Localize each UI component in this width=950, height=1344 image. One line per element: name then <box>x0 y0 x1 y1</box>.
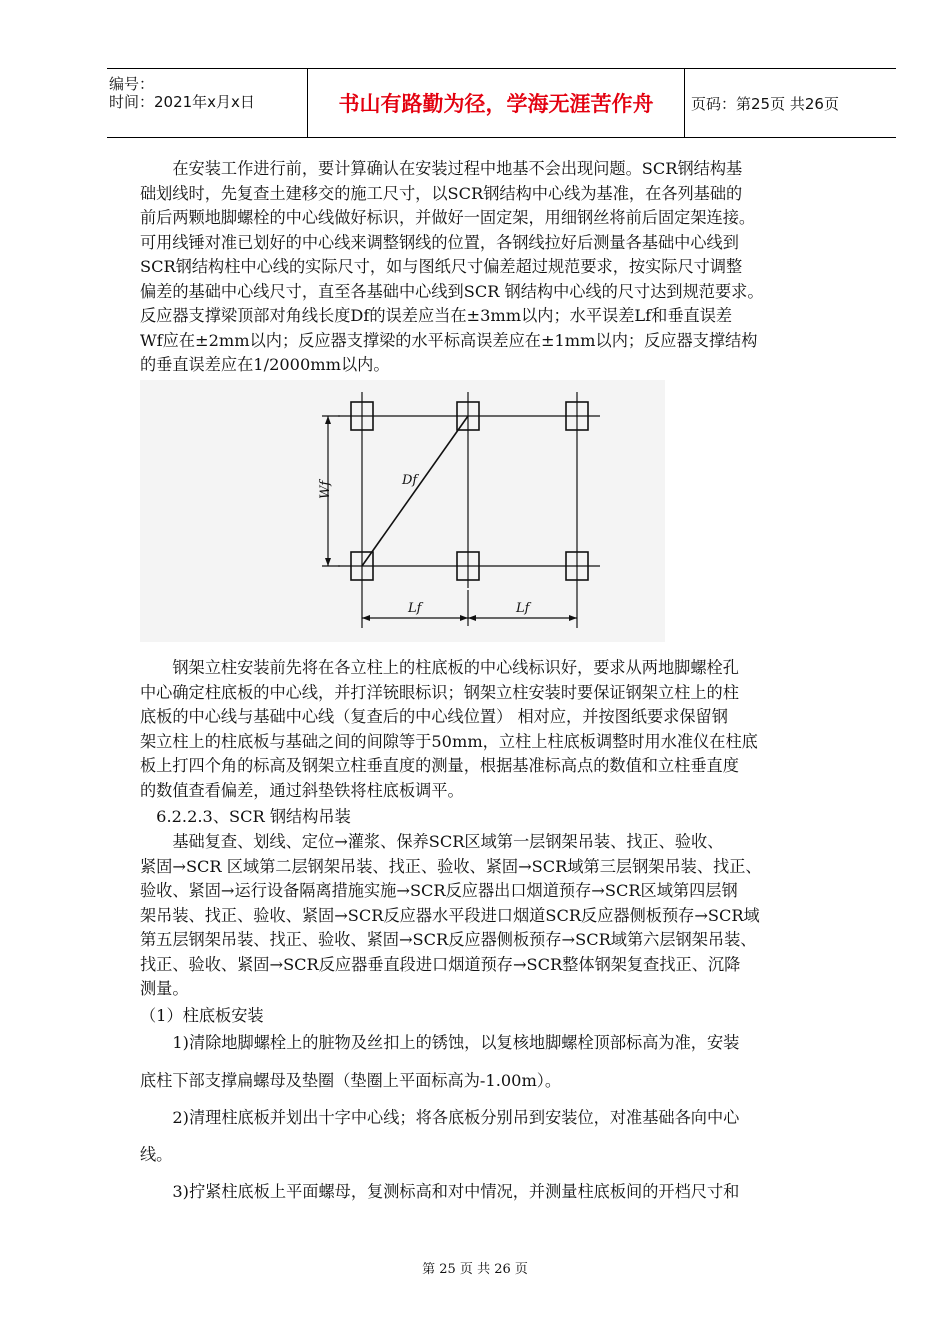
label-lf-right: Lf <box>516 601 530 616</box>
label-wf: Wf <box>318 480 333 499</box>
text-line: 钢架立柱安装前先将在各立柱上的柱底板的中心线标识好，要求从两地脚螺栓孔 <box>140 658 739 677</box>
text-line: Wf应在±2mm以内；反应器支撑梁的水平标高误差应在±1mm以内；反应器支撑结构 <box>140 330 758 350</box>
text-line: SCR钢结构柱中心线的实际尺寸，如与图纸尺寸偏差超过规范要求，按实际尺寸调整 <box>140 257 743 276</box>
header-motto: 书山有路勤为径，学海无涯苦作舟 <box>308 69 685 137</box>
text-line: 2)清理柱底板并划出十字中心线；将各底板分别吊到安装位，对准基础各向中心 <box>140 1108 740 1127</box>
text-line: 板上打四个角的标高及钢架立柱垂直度的测量，根据基准标高点的数值和立柱垂直度 <box>140 756 739 775</box>
subsection-title-text: （1）柱底板安装 <box>140 1006 264 1025</box>
text-line: 基础复查、划线、定位→灌浆、保养SCR区域第一层钢架吊装、找正、验收、 <box>140 832 724 851</box>
document-number: 编号： <box>109 75 155 93</box>
document-date: 时间：2021年x月x日 <box>109 93 255 111</box>
page-header <box>107 68 896 138</box>
text-line: 的数值查看偏差，通过斜垫铁将柱底板调平。 <box>140 780 464 800</box>
text-line: 架立柱上的柱底板与基础之间的间隙等于50mm，立柱上柱底板调整时用水准仪在柱底 <box>140 731 758 751</box>
text-line: 在安装工作进行前，要计算确认在安装过程中地基不会出现问题。SCR钢结构基 <box>140 159 743 178</box>
text-line: 础划线时，先复查土建移交的施工尺寸，以SCR钢结构中心线为基准，在各列基础的 <box>140 183 743 203</box>
section-title-text: 6.2.2.3、SCR 钢结构吊装 <box>140 807 351 826</box>
step-2 <box>140 1106 880 1131</box>
text-line: 3)拧紧柱底板上平面螺母，复测标高和对中情况，并测量柱底板间的开档尺寸和 <box>140 1182 740 1201</box>
text-line: 紧固→SCR 区域第二层钢架吊装、找正、验收、紧固→SCR域第三层钢架吊装、找正、 <box>140 856 762 876</box>
text-line: 的垂直误差应在1/2000mm以内。 <box>140 355 390 374</box>
text-line: 偏差的基础中心线尺寸，直至各基础中心线到SCR 钢结构中心线的尺寸达到规范要求。 <box>140 281 764 301</box>
step-1 <box>140 1031 880 1056</box>
paragraph-hoisting-sequence <box>140 830 880 1002</box>
section-title <box>140 805 880 830</box>
paragraph-column-base <box>140 656 880 803</box>
text-line: 找正、验收、紧固→SCR反应器垂直段进口烟道预存→SCR整体钢架复查找正、沉降 <box>140 954 741 974</box>
header-page-number: 页码：第25页 共26页 <box>691 94 839 113</box>
text-line: 前后两颗地脚螺栓的中心线做好标识，并做好一固定架，用细钢丝将前后固定架连接。 <box>140 208 756 227</box>
label-df: Df <box>402 473 418 488</box>
header-meta <box>107 69 308 137</box>
text-line: 1)清除地脚螺栓上的脏物及丝扣上的锈蚀，以复核地脚螺栓顶部标高为准，安装 <box>140 1033 740 1052</box>
text-line: 第五层钢架吊装、找正、验收、紧固→SCR反应器侧板预存→SCR域第六层钢架吊装、 <box>140 930 757 949</box>
text-line: 反应器支撑梁顶部对角线长度Df的误差应当在±3mm以内；水平误差Lf和垂直误差 <box>140 306 733 325</box>
text-line: 测量。 <box>140 979 189 998</box>
text-line: 验收、紧固→运行设备隔离措施实施→SCR反应器出口烟道预存→SCR区域第四层钢 <box>140 881 738 900</box>
text-line: 底柱下部支撑扁螺母及垫圈（垫圈上平面标高为-1.00m）。 <box>140 1071 562 1090</box>
text-line: 中心确定柱底板的中心线，并打洋铳眼标识；钢架立柱安装时要保证钢架立柱上的柱 <box>140 682 739 702</box>
column-grid-diagram <box>140 380 665 642</box>
figure-background <box>140 380 665 642</box>
label-lf-left: Lf <box>408 601 422 616</box>
page-footer: 第 25 页 共 26 页 <box>422 1262 528 1277</box>
subsection-title <box>140 1004 880 1029</box>
step-3 <box>140 1180 880 1205</box>
step-2-continued <box>140 1143 880 1168</box>
text-line: 底板的中心线与基础中心线（复查后的中心线位置） 相对应，并按图纸要求保留钢 <box>140 707 728 726</box>
step-1-continued <box>140 1069 880 1094</box>
text-line: 架吊装、找正、验收、紧固→SCR反应器水平段进口烟道SCR反应器侧板预存→SCR域 <box>140 905 760 925</box>
paragraph-foundation-layout <box>140 157 880 378</box>
text-line: 线。 <box>140 1145 173 1164</box>
text-line: 可用线锤对准已划好的中心线来调整钢线的位置，各钢线拉好后测量各基础中心线到 <box>140 232 739 252</box>
column-layout-figure <box>140 380 665 642</box>
